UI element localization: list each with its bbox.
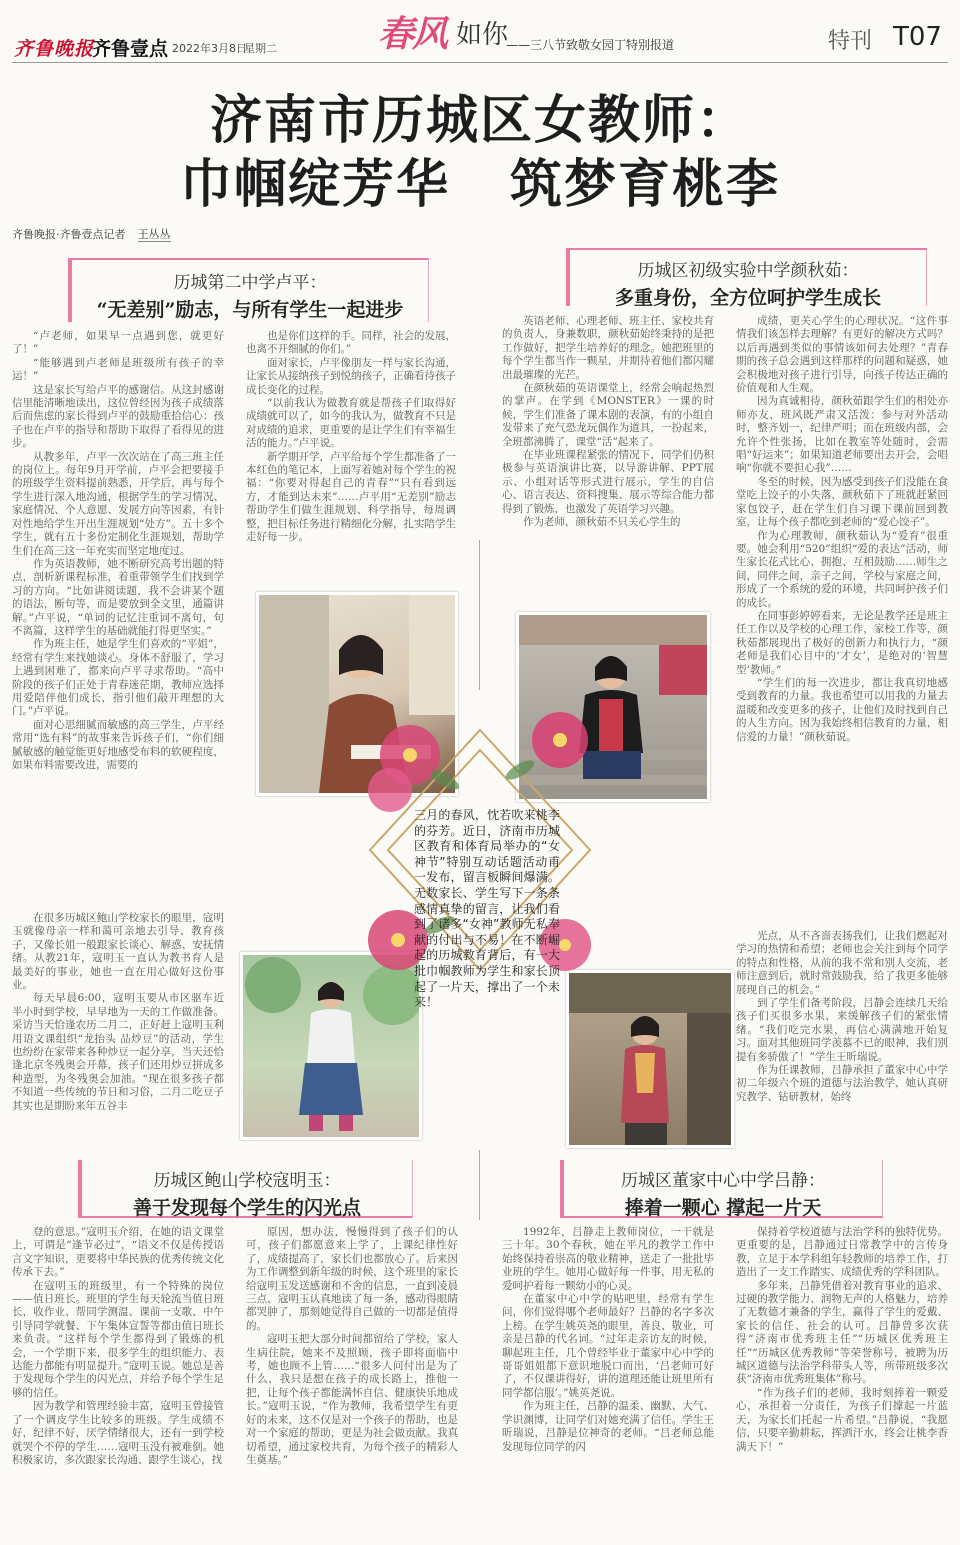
section-1-heading [68,258,429,322]
paragraph: 寇明玉把大部分时间都留给了学校，家人生病住院，她来不及照顾，孩子即将面临中考，她也顾不上管……“很多人问付出是为了什么，我只是想在孩子的成长路上，推他一把，让每个孩子都能满怀自信、健康快乐地成长。”寇明玉说，“作为教师，我希望学生有更好的未来，这不仅是对一个孩子的帮助，也是对一个家庭的帮助，更是为社会做贡献。我真切希望，通过家校共育，为每个孩子的精彩人生奠基。” [246,1333,458,1466]
section-4-column-a [502,1226,714,1538]
section-1-subtitle: “无差别”励志，与所有学生一起进步 [96,299,404,321]
paragraph: “学生们的每一次进步，都让我真切地感受到教育的力量。我也希望可以用我的力量去温暖和改变更多的孩子，让他们及时找到自己的人生方向。因为我始终相信教育的力量，相信爱的力量！”颜秋茹说。 [736,676,948,743]
center-divider-vertical-2 [479,1150,480,1220]
paragraph: 1992年，吕静走上教师岗位，一干就是三十年。30个春秋，她在平凡的教学工作中始终保持着崇高的敬业精神，送走了一批批毕业班的学生。她用心做好每一件事，用无私的爱呵护着每一颗幼小的心灵。 [502,1226,714,1292]
paragraph: 从教多年，卢平一次次站在了高三班主任的岗位上。每年9月开学前，卢平会把要接手的班级学生资料提前熟悉，开学后，再与每个学生进行深入地沟通，根据学生的学习情况、家庭情况、个人意愿、发展方向等因素，有针对性地给学生开出生涯规划“处方”。五十多个学生，就有五十多份定制化生涯规划，帮助学生们在高三这一年充实而坚定地度过。 [12,450,224,557]
paragraph: 多年来，吕静凭借着对教育事业的追求、过硬的教学能力、润物无声的人格魅力，培养了无数德才兼备的学生，赢得了学生的爱戴、家长的信任、社会的认可。吕静曾多次获得“济南市优秀班主任”“历城区优秀班主任”“历城区优秀教师”等荣誉称号，被聘为历城区道德与法治学科带头人等，所带班级多次获“济南市优秀班集体”称号。 [736,1279,948,1386]
paragraph: “卢老师，如果早一点遇到您，就更好了！” [12,330,224,356]
section-4-column-top [736,930,948,1148]
section-3-subtitle: 善于发现每个学生的闪光点 [132,1197,361,1219]
banner-subtitle: ——三八节致敬女园丁特别报道 [506,38,675,52]
paragraph: 登的意思。”寇明玉介绍，在她的语文课堂上，可谓是“逢节必过”，“语文不仅是传授语言文字知识，更要将中华民族的优秀传统文化传承下去。” [12,1226,224,1279]
section-3-column-top [12,912,224,1148]
paragraph: 成绩，更关心学生的心理状况。“这件事情我们该怎样去理解？有更好的解决方式吗？以后再遇到类似的事情该如何去处理？”青春期的孩子总会遇到这样那样的问题和疑惑，她会积极地对孩子进行引导，向孩子传达正确的价值观和人生观。 [736,315,948,395]
paragraph: 每天早晨6:00，寇明玉要从市区驱车近半小时到学校，早早地为一天的工作做准备。采访当天恰逢农历二月二，正好赶上寇明玉利用语文课组织“龙抬头 品炒豆”的活动，学生也纷纷在家带来各种炒豆一起分享，当天还恰逢北京冬残奥会开幕，孩子们还用炒豆拼成多种造型，为冬残奥会加油。“现在很多孩子都不知道一些传统的节日和习俗，二月二吃豆子其实也是期盼来年五谷丰 [12,992,224,1112]
paragraph: 在寇明玉的班级里，有一个特殊的岗位——值日班长。班里的学生每天轮流当值日班长，收作业、帮同学测温、课前一支歌、中午引导同学就餐、下午集体宣誓等都由值日班长来负责。“这样每个学生都得到了锻炼的机会，一个学期下来，很多学生的组织能力、表达能力都能有明显提升。”寇明玉说。她总是善于发现每个学生的闪光点，并给予每个学生足够的信任。 [12,1279,224,1399]
paragraph: 在毕业班课程紧张的情况下，同学们仍积极参与英语演讲比赛，以导游讲解、PPT展示、小组对话等形式进行展示，学生的自信心、语言表达、资料搜集、展示等综合能力都得到了锻炼，也激发了英语学习兴趣。 [502,449,714,515]
section-4-heading [560,1160,883,1218]
section-4-subtitle: 捧着一颗心 撑起一片天 [624,1197,822,1219]
section-label: 特刊 [828,29,873,54]
paragraph: 作为心理教师，颜秋茹认为“爱育”很重要。她会利用“520”组织“爱的表达”活动，师生家长花式比心、拥抱、互相鼓励……师生之间，同伴之间，亲子之间，学校与家庭之间，形成了一个系统的爱的环境，共同呵护孩子们的成长。 [736,529,948,609]
paragraph: 也是你们这样的手。同样，社会的发展，也离不开细腻的你们。” [246,330,456,356]
headline-line-2: 巾帼绽芳华 筑梦育桃李 [179,154,781,215]
newspaper-logo: 齐鲁晚报 [14,38,95,60]
section-4-title: 历城区董家中心中学吕静： [621,1171,825,1191]
section-2-column-a [502,315,714,597]
paragraph: 作为班主任，她是学生们喜欢的“平姐”，经常有学生来找她谈心。身体不舒服了，学习上遇到困难了，都来向卢平寻求帮助。“高中阶段的孩子们正处于青春迷茫期，教师应选择用爱陪伴他们成长，指引他们敲开理想的大门。”卢平说。 [12,638,224,718]
paragraph: 冬至的时候，因为感受到孩子们没能在食堂吃上饺子的小失落，颜秋茹下了班就赶紧回家包饺子，赶在学生们自习课下课前回到教室，让每个孩子都吃到老师的“爱心饺子”。 [736,475,948,529]
paragraph: “以前我认为做教育就是帮孩子们取得好成绩就可以了，如今的我认为，做教育不只是对成绩的追求，更重要的是让学生们有幸福生活的能力。”卢平说。 [246,397,456,450]
masthead [0,0,960,62]
paragraph: 到了学生们备考阶段，吕静会连续几天给孩子们买很多水果，来缓解孩子们的紧张情绪。“我们吃完水果，再信心满满地开始复习。面对其他班同学羡慕不已的眼神，我们别提有多骄傲了！”学生王昕瑞说。 [736,997,948,1063]
paragraph: 因为真诚相待，颜秋茹跟学生们的相处亦师亦友，班风既严肃又活泼：参与对外活动时，整齐划一，纪律严明；而在班级内部，会允许个性张扬，比如在教室等处随时，会需唱“好运来”；如果知道老师要出去开会，会唱响“你就不要担心我”…… [736,395,948,475]
paragraph: 作为老师，颜秋茹不只关心学生的 [523,516,681,529]
paragraph: 作为任课教师，吕静承担了董家中心中学初二年级六个班的道德与法治教学，她认真研究教学、钻研教材，始终 [736,1064,948,1103]
section-3-title: 历城区鲍山学校寇明玉： [153,1171,341,1191]
section-2-heading [566,248,927,309]
banner-spring: 春风 [378,13,447,55]
paragraph: “作为孩子们的老师，我时刻捧着一颗爱心，承担着一分责任，为孩子们撑起一片蓝天，为家长们托起一片希望。”吕静说，“我愿信，只要辛勤耕耘，挥洒汗水，终会让桃李香满天下！” [736,1386,948,1453]
paragraph: 在颜秋茹的英语课堂上，经常会响起热烈的掌声。在学到《MONSTER》一课的时候，学生们准备了课本剧的表演，有的小组自发带来了充气恐龙玩偶作为道具，一扮起来，全班都沸腾了，课堂“活”起来了。 [502,382,714,448]
paragraph: 在很多历城区鲍山学校家长的眼里，寇明玉就像母亲一样和蔼可亲地去引导、教育孩子，又像长姐一般跟家长谈心、解惑、安抚情绪。从教21年，寇明玉一直认为教书育人是最美好的事业，她也一直在用心做好这份事业。 [12,912,224,992]
paragraph: 新学期开学，卢平给每个学生都准备了一本红色的笔记本，上面写着她对每个学生的祝福：“你要对得起自己的青春”“只有看到远方，才能到达未来”……卢平用“无差别”励志帮助学生们做生涯规划、科学指导，每周调整，把目标任务进行精细化分解，扎实陪学生走好每一步。 [246,450,456,544]
app-logo: 齐鲁壹点 [92,38,169,60]
paragraph: “能够遇到卢老师是班级所有孩子的幸运！” [12,356,224,383]
section-3-column-b [246,1226,458,1538]
paragraph: 保持着学校道德与法治学科的独特优势。更重要的是，吕静通过日常教学中的言传身教，立足于本学科组年轻教师的培养工作，打造出了一支工作踏实、成绩优秀的学科团队。 [736,1226,948,1279]
section-2-column-b [736,315,948,885]
center-divider-vertical [479,540,480,690]
paragraph: 因为教学和管理经验丰富，寇明玉曾接管了一个调皮学生比较多的班级。学生成绩不好，纪律不好，厌学情绪很大，还有一到学校就哭个不停的学生……寇明玉没有被难倒。她积极家访，多次跟家长沟通、跟学生谈心，找 [12,1400,224,1466]
header-rule [12,62,948,63]
banner-ruyou: 如你 [456,20,509,50]
paragraph: 这是家长写给卢平的感谢信。从这封感谢信里能清晰地读出，这位曾经因为孩子成绩落后而焦虑的家长得到卢平的鼓励重拾信心：孩子也在卢平的指导和帮助下取得了看得见的进步。 [12,383,224,450]
section-4-column-b [736,1226,948,1538]
paragraph: 原因，想办法，慢慢得到了孩子们的认可，孩子们都愿意来上学了，上课纪律性好了，成绩提高了，家长们也都放心了。后来因为工作调整到新年级的时候，这个班里的家长给寇明玉发送感谢和不舍的信息，一直到凌晨三点，寇明玉认真地读了每一条，感动得眼睛都哭肿了，那刻她觉得自己做的一切都是值得的。 [246,1226,458,1332]
intro-paragraph: 三月的春风，忱若吹来桃李的芬芳。近日，济南市历城区教育和体育局举办的“女神节”特别互动话题活动甫一发布，留言板瞬间爆满。无数家长、学生写下一条条感情真挚的留言，让我们看到了诸多“女神”教师无私奉献的付出与不易！在不断崛起的历城教育背后，有一大批巾帼教师为学生和家长顶起了一片天，撑出了一个未来！ [414,808,560,1010]
paragraph: 作为班主任，吕静的温柔、幽默、大气、学识渊博，让同学们对她充满了信任。学生王昕瑞说，吕静是位神奇的老师。“吕老师总能发现每位同学的闪 [502,1400,714,1453]
section-1-column-a [12,330,224,850]
headline-line-1: 济南市历城区女教师： [209,90,750,151]
section-1-title: 历城第二中学卢平： [173,273,327,293]
byline-reporter: 王丛丛 [137,228,171,241]
page-number: T07 [893,22,942,52]
section-3-column-a [12,1226,224,1538]
byline [12,226,171,242]
paragraph: 面对家长，卢平像朋友一样与家长沟通，让家长从接纳孩子到悦纳孩子，正确看待孩子成长变化的过程。 [246,356,456,396]
section-2-title: 历城区初级实验中学颜秋茹： [637,261,859,281]
section-2-subtitle: 多重身份，全方位呵护学生成长 [614,287,881,309]
section-3-heading [78,1160,413,1218]
issue-date: 2022年3月8日 [172,42,247,55]
paragraph: 面对心思细腻而敏感的高三学生，卢平经常用“选有料”的故事来告诉孩子们，“你们细腻敏感的触觉能更好地感受布料的软硬程度，如果布料需要改进，需要的 [12,718,224,771]
issue-weekday: 星期二 [244,42,277,55]
paragraph: 作为英语教师，她不断研究高考出题的特点，剖析新课程标准，着重带领学生们找到学习的方向。“比如讲阅读题，我不会讲某个题的语法，断句等，而是要放到全文里，通篇讲解。”卢平说，“单词的记忆注重词不离句，句不离篇，这样学生的基础就能打得更坚实。” [12,557,224,637]
paragraph: 在董家中心中学的贴吧里，经常有学生问，你们觉得哪个老师最好？吕静的名字多次上榜。在学生姚英尧的眼里，善良、敬业，可亲是吕静的代名词。“过年走亲访友的时候，聊起班主任，几个曾经毕业于董家中心中学的哥哥姐姐都下意识地脱口而出，‘吕老师可好了，不仅课讲得好，讲的道理还能让班里所有同学都信服’。”姚英尧说。 [502,1293,714,1399]
section-1-column-b [246,330,456,570]
paragraph: 英语老师、心理老师、班主任、家校共育的负责人，身兼数职，颜秋茹始终秉持的是把工作做好，把学生培养好的理念。她把班里的每个学生都当作一颗星，并期待着他们都闪耀出最璀璨的光芒。 [502,315,714,381]
paragraph: 光点，从不吝啬表扬我们，让我们燃起对学习的热情和希望；老师也会关注到每个同学的特点和性格，从前的我不常和别人交流，老师注意到后，就时常鼓励我，给了我更多能够展现自己的机会。” [736,930,948,996]
paragraph: 在同事彭婷婷看来，无论是教学还是班主任工作以及学校的心理工作，家校工作等，颜秋茹都展现出了极好的创新力和执行力，“颜老师是我们心目中的‘才女’，是绝对的‘智慧型’教师。” [736,609,948,676]
byline-source: 齐鲁晚报·齐鲁壹点记者 [12,228,126,241]
